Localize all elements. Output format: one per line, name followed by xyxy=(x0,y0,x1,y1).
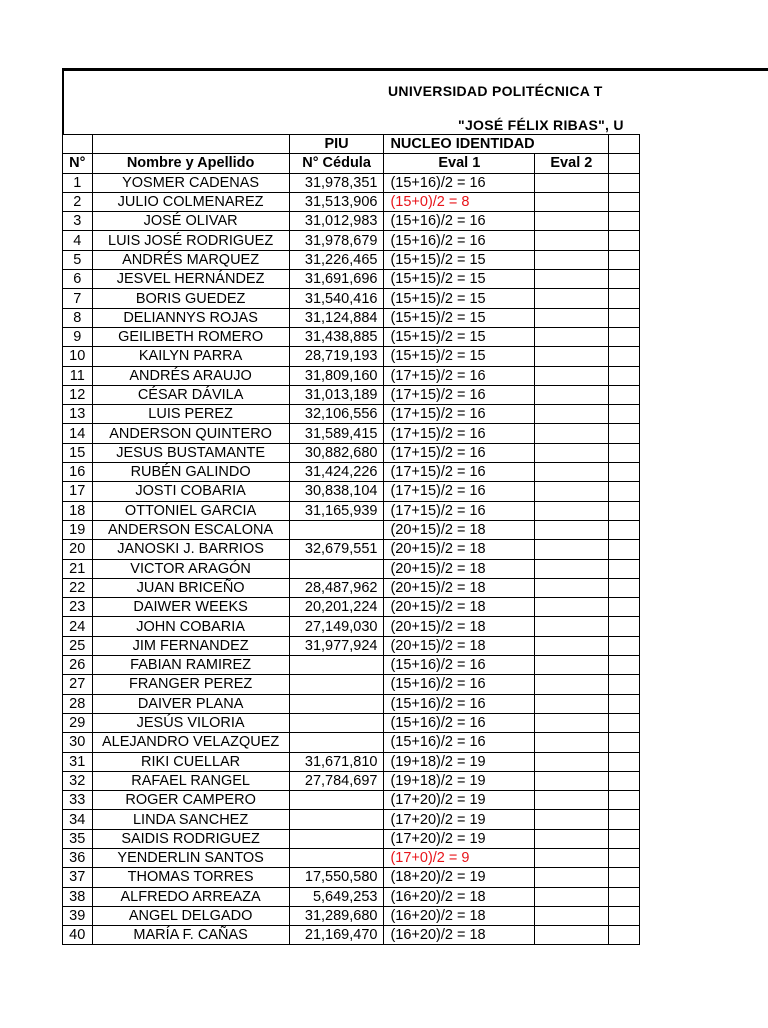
table-row xyxy=(63,829,640,848)
eval2-cell[interactable] xyxy=(535,424,608,443)
eval1-cell[interactable]: (20+15)/2 = 18 xyxy=(384,520,535,539)
row-num-cell[interactable]: 33 xyxy=(63,791,93,810)
cedula-cell[interactable] xyxy=(289,675,384,694)
student-name-cell[interactable]: ANDRÉS ARAUJO xyxy=(92,366,289,385)
student-name-cell[interactable]: DAIVER PLANA xyxy=(92,694,289,713)
student-name-cell[interactable]: MARÍA F. CAÑAS xyxy=(92,926,289,945)
eval1-cell[interactable]: (20+15)/2 = 18 xyxy=(384,559,535,578)
row-num-cell[interactable]: 15 xyxy=(63,443,93,462)
row-num-cell[interactable]: 19 xyxy=(63,520,93,539)
eval2-cell[interactable] xyxy=(535,501,608,520)
student-name-cell[interactable]: RIKI CUELLAR xyxy=(92,752,289,771)
blank-cell[interactable] xyxy=(608,906,639,925)
row-num-cell[interactable]: 32 xyxy=(63,771,93,790)
eval2-cell[interactable] xyxy=(535,308,608,327)
cedula-cell[interactable]: 31,978,351 xyxy=(289,173,384,192)
section-row xyxy=(63,135,640,154)
table-row xyxy=(63,443,640,462)
eval2-cell[interactable] xyxy=(535,675,608,694)
student-name-cell[interactable]: VICTOR ARAGÓN xyxy=(92,559,289,578)
table-row xyxy=(63,424,640,443)
row-num-cell[interactable]: 7 xyxy=(63,289,93,308)
cedula-cell[interactable]: 17,550,580 xyxy=(289,868,384,887)
student-name-cell[interactable]: CÉSAR DÁVILA xyxy=(92,385,289,404)
cedula-cell[interactable]: 31,124,884 xyxy=(289,308,384,327)
blank-cell[interactable] xyxy=(608,385,639,404)
row-num-cell[interactable]: 35 xyxy=(63,829,93,848)
blank-cell[interactable] xyxy=(63,135,93,154)
eval2-cell[interactable] xyxy=(535,906,608,925)
blank-cell[interactable] xyxy=(608,887,639,906)
cedula-cell[interactable]: 31,977,924 xyxy=(289,636,384,655)
col-header-eval2[interactable]: Eval 2 xyxy=(535,154,608,173)
student-name-cell[interactable]: JIM FERNANDEZ xyxy=(92,636,289,655)
cedula-cell[interactable]: 31,671,810 xyxy=(289,752,384,771)
table-row xyxy=(63,906,640,925)
eval1-cell[interactable]: (19+18)/2 = 19 xyxy=(384,752,535,771)
cedula-cell[interactable]: 31,012,983 xyxy=(289,212,384,231)
eval1-cell[interactable]: (15+15)/2 = 15 xyxy=(384,250,535,269)
blank-cell[interactable] xyxy=(608,443,639,462)
table-row xyxy=(63,713,640,732)
row-num-cell[interactable]: 5 xyxy=(63,250,93,269)
table-row xyxy=(63,771,640,790)
eval1-cell[interactable]: (20+15)/2 = 18 xyxy=(384,598,535,617)
student-name-cell[interactable]: ANDRÉS MARQUEZ xyxy=(92,250,289,269)
row-num-cell[interactable]: 22 xyxy=(63,578,93,597)
blank-cell[interactable] xyxy=(608,212,639,231)
eval2-cell[interactable] xyxy=(535,791,608,810)
cedula-cell[interactable] xyxy=(289,733,384,752)
table-row xyxy=(63,289,640,308)
student-name-cell[interactable]: LUIS JOSÉ RODRIGUEZ xyxy=(92,231,289,250)
cedula-cell[interactable]: 31,691,696 xyxy=(289,270,384,289)
eval1-cell[interactable]: (15+0)/2 = 8 xyxy=(384,192,535,211)
blank-cell[interactable] xyxy=(608,520,639,539)
eval1-cell[interactable]: (17+15)/2 = 16 xyxy=(384,385,535,404)
eval1-cell[interactable]: (17+20)/2 = 19 xyxy=(384,791,535,810)
student-name-cell[interactable]: THOMAS TORRES xyxy=(92,868,289,887)
eval2-cell[interactable] xyxy=(535,212,608,231)
eval1-cell[interactable]: (16+20)/2 = 18 xyxy=(384,906,535,925)
table-row xyxy=(63,501,640,520)
blank-cell[interactable] xyxy=(608,713,639,732)
row-num-cell[interactable]: 40 xyxy=(63,926,93,945)
eval2-cell[interactable] xyxy=(535,192,608,211)
cedula-cell[interactable]: 21,169,470 xyxy=(289,926,384,945)
eval2-cell[interactable] xyxy=(535,173,608,192)
table-row xyxy=(63,366,640,385)
row-num-cell[interactable]: 28 xyxy=(63,694,93,713)
table-row xyxy=(63,327,640,346)
row-num-cell[interactable]: 36 xyxy=(63,848,93,867)
table-row xyxy=(63,347,640,366)
student-name-cell[interactable]: OTTONIEL GARCIA xyxy=(92,501,289,520)
cedula-cell[interactable]: 31,809,160 xyxy=(289,366,384,385)
eval1-cell[interactable]: (15+15)/2 = 15 xyxy=(384,289,535,308)
row-num-cell[interactable]: 9 xyxy=(63,327,93,346)
eval1-cell[interactable]: (16+20)/2 = 18 xyxy=(384,926,535,945)
eval1-cell[interactable]: (19+18)/2 = 19 xyxy=(384,771,535,790)
eval1-cell[interactable]: (15+15)/2 = 15 xyxy=(384,327,535,346)
table-row xyxy=(63,212,640,231)
blank-cell[interactable] xyxy=(608,694,639,713)
cedula-cell[interactable] xyxy=(289,810,384,829)
blank-cell[interactable] xyxy=(92,135,289,154)
row-num-cell[interactable]: 2 xyxy=(63,192,93,211)
table-row xyxy=(63,617,640,636)
cedula-cell[interactable]: 28,487,962 xyxy=(289,578,384,597)
student-name-cell[interactable]: BORIS GUEDEZ xyxy=(92,289,289,308)
eval1-cell[interactable]: (15+16)/2 = 16 xyxy=(384,694,535,713)
row-num-cell[interactable]: 24 xyxy=(63,617,93,636)
table-row xyxy=(63,887,640,906)
eval2-cell[interactable] xyxy=(535,598,608,617)
table-row xyxy=(63,520,640,539)
eval2-cell[interactable] xyxy=(535,540,608,559)
eval1-cell[interactable]: (17+15)/2 = 16 xyxy=(384,424,535,443)
student-name-cell[interactable]: YENDERLIN SANTOS xyxy=(92,848,289,867)
eval2-cell[interactable] xyxy=(535,656,608,675)
row-num-cell[interactable]: 4 xyxy=(63,231,93,250)
eval1-cell[interactable]: (15+16)/2 = 16 xyxy=(384,173,535,192)
blank-cell[interactable] xyxy=(608,366,639,385)
student-name-cell[interactable]: KAILYN PARRA xyxy=(92,347,289,366)
eval1-cell[interactable]: (18+20)/2 = 19 xyxy=(384,868,535,887)
cedula-cell[interactable]: 31,289,680 xyxy=(289,906,384,925)
institution-subtitle: "JOSÉ FÉLIX RIBAS", U xyxy=(458,117,624,133)
row-num-cell[interactable]: 34 xyxy=(63,810,93,829)
student-name-cell[interactable]: ANDERSON ESCALONA xyxy=(92,520,289,539)
blank-cell[interactable] xyxy=(608,559,639,578)
eval2-cell[interactable] xyxy=(535,810,608,829)
student-name-cell[interactable]: RAFAEL RANGEL xyxy=(92,771,289,790)
eval1-cell[interactable]: (17+15)/2 = 16 xyxy=(384,405,535,424)
eval1-cell[interactable]: (15+15)/2 = 15 xyxy=(384,347,535,366)
eval1-cell[interactable]: (15+16)/2 = 16 xyxy=(384,713,535,732)
nucleo-label[interactable]: NUCLEO IDENTIDAD xyxy=(384,135,535,154)
row-num-cell[interactable]: 29 xyxy=(63,713,93,732)
grades-table xyxy=(62,134,640,945)
table-row xyxy=(63,810,640,829)
blank-cell[interactable] xyxy=(608,250,639,269)
row-num-cell[interactable]: 31 xyxy=(63,752,93,771)
col-header-num[interactable]: N° xyxy=(63,154,93,173)
row-num-cell[interactable]: 10 xyxy=(63,347,93,366)
eval2-cell[interactable] xyxy=(535,848,608,867)
blank-cell[interactable] xyxy=(608,308,639,327)
cedula-cell[interactable]: 31,513,906 xyxy=(289,192,384,211)
eval1-cell[interactable]: (20+15)/2 = 18 xyxy=(384,636,535,655)
eval1-cell[interactable]: (20+15)/2 = 18 xyxy=(384,617,535,636)
eval2-cell[interactable] xyxy=(535,250,608,269)
table-row xyxy=(63,308,640,327)
eval2-cell[interactable] xyxy=(535,327,608,346)
cedula-cell[interactable] xyxy=(289,829,384,848)
student-name-cell[interactable]: RUBÉN GALINDO xyxy=(92,463,289,482)
eval2-cell[interactable] xyxy=(535,347,608,366)
cedula-cell[interactable]: 31,978,679 xyxy=(289,231,384,250)
row-num-cell[interactable]: 37 xyxy=(63,868,93,887)
table-row xyxy=(63,694,640,713)
eval1-cell[interactable]: (15+16)/2 = 16 xyxy=(384,675,535,694)
eval1-cell[interactable]: (15+16)/2 = 16 xyxy=(384,212,535,231)
table-row xyxy=(63,405,640,424)
table-row xyxy=(63,270,640,289)
eval2-cell[interactable] xyxy=(535,713,608,732)
cedula-cell[interactable] xyxy=(289,694,384,713)
eval2-cell[interactable] xyxy=(535,366,608,385)
row-num-cell[interactable]: 14 xyxy=(63,424,93,443)
eval2-cell[interactable] xyxy=(535,405,608,424)
eval2-cell[interactable] xyxy=(535,270,608,289)
student-name-cell[interactable]: JULIO COLMENAREZ xyxy=(92,192,289,211)
blank-cell[interactable] xyxy=(608,791,639,810)
table-row xyxy=(63,482,640,501)
table-row xyxy=(63,868,640,887)
blank-cell[interactable] xyxy=(608,501,639,520)
cedula-cell[interactable]: 30,838,104 xyxy=(289,482,384,501)
blank-cell[interactable] xyxy=(608,848,639,867)
eval1-cell[interactable]: (15+16)/2 = 16 xyxy=(384,656,535,675)
eval1-cell[interactable]: (17+15)/2 = 16 xyxy=(384,482,535,501)
blank-cell[interactable] xyxy=(608,578,639,597)
table-row xyxy=(63,791,640,810)
blank-cell[interactable] xyxy=(608,617,639,636)
blank-cell[interactable] xyxy=(608,829,639,848)
eval1-cell[interactable]: (17+15)/2 = 16 xyxy=(384,463,535,482)
cedula-cell[interactable]: 30,882,680 xyxy=(289,443,384,462)
blank-cell[interactable] xyxy=(608,135,639,154)
student-name-cell[interactable]: JESVEL HERNÁNDEZ xyxy=(92,270,289,289)
table-row xyxy=(63,578,640,597)
eval1-cell[interactable]: (15+15)/2 = 15 xyxy=(384,270,535,289)
student-name-cell[interactable]: SAIDIS RODRIGUEZ xyxy=(92,829,289,848)
eval1-cell[interactable]: (17+15)/2 = 16 xyxy=(384,443,535,462)
row-num-cell[interactable]: 30 xyxy=(63,733,93,752)
student-name-cell[interactable]: JUAN BRICEÑO xyxy=(92,578,289,597)
blank-cell[interactable] xyxy=(608,733,639,752)
eval2-cell[interactable] xyxy=(535,463,608,482)
piu-label[interactable]: PIU xyxy=(289,135,384,154)
blank-cell[interactable] xyxy=(608,463,639,482)
cedula-cell[interactable]: 27,149,030 xyxy=(289,617,384,636)
cedula-cell[interactable]: 31,424,226 xyxy=(289,463,384,482)
cedula-cell[interactable] xyxy=(289,520,384,539)
student-name-cell[interactable]: FRANGER PEREZ xyxy=(92,675,289,694)
eval2-cell[interactable] xyxy=(535,559,608,578)
row-num-cell[interactable]: 18 xyxy=(63,501,93,520)
row-num-cell[interactable]: 39 xyxy=(63,906,93,925)
cedula-cell[interactable]: 31,589,415 xyxy=(289,424,384,443)
eval1-cell[interactable]: (20+15)/2 = 18 xyxy=(384,540,535,559)
table-row xyxy=(63,848,640,867)
table-row xyxy=(63,926,640,945)
eval2-cell[interactable] xyxy=(535,829,608,848)
cedula-cell[interactable]: 31,540,416 xyxy=(289,289,384,308)
eval2-cell[interactable] xyxy=(535,868,608,887)
table-row xyxy=(63,250,640,269)
eval1-cell[interactable]: (17+20)/2 = 19 xyxy=(384,829,535,848)
blank-cell[interactable] xyxy=(608,405,639,424)
blank-cell[interactable] xyxy=(608,636,639,655)
row-num-cell[interactable]: 25 xyxy=(63,636,93,655)
eval1-cell[interactable]: (17+15)/2 = 16 xyxy=(384,366,535,385)
row-num-cell[interactable]: 11 xyxy=(63,366,93,385)
eval2-cell[interactable] xyxy=(535,385,608,404)
col-header-cedula[interactable]: N° Cédula xyxy=(289,154,384,173)
student-name-cell[interactable]: JOHN COBARIA xyxy=(92,617,289,636)
cedula-cell[interactable] xyxy=(289,656,384,675)
cedula-cell[interactable] xyxy=(289,559,384,578)
student-name-cell[interactable]: JESÚS VILORIA xyxy=(92,713,289,732)
eval1-cell[interactable]: (17+0)/2 = 9 xyxy=(384,848,535,867)
student-name-cell[interactable]: ROGER CAMPERO xyxy=(92,791,289,810)
eval2-cell[interactable] xyxy=(535,482,608,501)
eval2-cell[interactable] xyxy=(535,887,608,906)
student-name-cell[interactable]: JANOSKI J. BARRIOS xyxy=(92,540,289,559)
blank-cell[interactable] xyxy=(608,752,639,771)
blank-cell[interactable] xyxy=(608,154,639,173)
student-name-cell[interactable]: JESUS BUSTAMANTE xyxy=(92,443,289,462)
cedula-cell[interactable] xyxy=(289,713,384,732)
blank-cell[interactable] xyxy=(608,771,639,790)
table-row xyxy=(63,656,640,675)
row-num-cell[interactable]: 23 xyxy=(63,598,93,617)
eval1-cell[interactable]: (17+15)/2 = 16 xyxy=(384,501,535,520)
blank-cell[interactable] xyxy=(608,231,639,250)
row-num-cell[interactable]: 1 xyxy=(63,173,93,192)
blank-cell[interactable] xyxy=(608,926,639,945)
blank-cell[interactable] xyxy=(608,289,639,308)
blank-cell[interactable] xyxy=(535,135,608,154)
blank-cell[interactable] xyxy=(608,482,639,501)
table-row xyxy=(63,636,640,655)
table-viewport xyxy=(62,68,640,1028)
eval2-cell[interactable] xyxy=(535,694,608,713)
col-header-eval1[interactable]: Eval 1 xyxy=(384,154,535,173)
eval2-cell[interactable] xyxy=(535,926,608,945)
student-name-cell[interactable]: JOSÉ OLIVAR xyxy=(92,212,289,231)
eval1-cell[interactable]: (15+15)/2 = 15 xyxy=(384,308,535,327)
blank-cell[interactable] xyxy=(608,270,639,289)
table-row xyxy=(63,463,640,482)
eval1-cell[interactable]: (15+16)/2 = 16 xyxy=(384,733,535,752)
cedula-cell[interactable]: 31,438,885 xyxy=(289,327,384,346)
student-name-cell[interactable]: DAIWER WEEKS xyxy=(92,598,289,617)
row-num-cell[interactable]: 27 xyxy=(63,675,93,694)
eval2-cell[interactable] xyxy=(535,771,608,790)
cedula-cell[interactable]: 32,679,551 xyxy=(289,540,384,559)
cedula-cell[interactable] xyxy=(289,848,384,867)
student-name-cell[interactable]: FABIAN RAMIREZ xyxy=(92,656,289,675)
eval2-cell[interactable] xyxy=(535,636,608,655)
row-num-cell[interactable]: 21 xyxy=(63,559,93,578)
row-num-cell[interactable]: 38 xyxy=(63,887,93,906)
cedula-cell[interactable]: 5,649,253 xyxy=(289,887,384,906)
cedula-cell[interactable]: 31,165,939 xyxy=(289,501,384,520)
eval2-cell[interactable] xyxy=(535,289,608,308)
eval2-cell[interactable] xyxy=(535,578,608,597)
student-name-cell[interactable]: JOSTI COBARIA xyxy=(92,482,289,501)
cedula-cell[interactable]: 28,719,193 xyxy=(289,347,384,366)
eval2-cell[interactable] xyxy=(535,231,608,250)
column-header-row xyxy=(63,154,640,173)
eval2-cell[interactable] xyxy=(535,617,608,636)
table-row xyxy=(63,675,640,694)
eval2-cell[interactable] xyxy=(535,733,608,752)
eval2-cell[interactable] xyxy=(535,520,608,539)
blank-cell[interactable] xyxy=(608,347,639,366)
eval1-cell[interactable]: (15+16)/2 = 16 xyxy=(384,231,535,250)
cedula-cell[interactable]: 31,226,465 xyxy=(289,250,384,269)
row-num-cell[interactable]: 12 xyxy=(63,385,93,404)
eval1-cell[interactable]: (20+15)/2 = 18 xyxy=(384,578,535,597)
eval2-cell[interactable] xyxy=(535,752,608,771)
table-row xyxy=(63,733,640,752)
table-row xyxy=(63,231,640,250)
university-title: UNIVERSIDAD POLITÉCNICA T xyxy=(388,83,603,99)
blank-cell[interactable] xyxy=(608,540,639,559)
blank-cell[interactable] xyxy=(608,656,639,675)
table-row xyxy=(63,192,640,211)
row-num-cell[interactable]: 17 xyxy=(63,482,93,501)
blank-cell[interactable] xyxy=(608,598,639,617)
eval1-cell[interactable]: (17+20)/2 = 19 xyxy=(384,810,535,829)
student-name-cell[interactable]: ANGEL DELGADO xyxy=(92,906,289,925)
student-name-cell[interactable]: LUIS PEREZ xyxy=(92,405,289,424)
student-name-cell[interactable]: ALEJANDRO VELAZQUEZ xyxy=(92,733,289,752)
cedula-cell[interactable] xyxy=(289,791,384,810)
student-name-cell[interactable]: YOSMER CADENAS xyxy=(92,173,289,192)
cedula-cell[interactable]: 31,013,189 xyxy=(289,385,384,404)
table-row xyxy=(63,598,640,617)
eval2-cell[interactable] xyxy=(535,443,608,462)
eval1-cell[interactable]: (16+20)/2 = 18 xyxy=(384,887,535,906)
student-name-cell[interactable]: ALFREDO ARREAZA xyxy=(92,887,289,906)
cedula-cell[interactable]: 27,784,697 xyxy=(289,771,384,790)
blank-cell[interactable] xyxy=(608,173,639,192)
student-name-cell[interactable]: LINDA SANCHEZ xyxy=(92,810,289,829)
table-row xyxy=(63,540,640,559)
cedula-cell[interactable]: 32,106,556 xyxy=(289,405,384,424)
row-num-cell[interactable]: 6 xyxy=(63,270,93,289)
student-name-cell[interactable]: GEILIBETH ROMERO xyxy=(92,327,289,346)
table-row xyxy=(63,752,640,771)
blank-cell[interactable] xyxy=(608,327,639,346)
student-name-cell[interactable]: ANDERSON QUINTERO xyxy=(92,424,289,443)
table-row xyxy=(63,173,640,192)
blank-cell[interactable] xyxy=(608,675,639,694)
blank-cell[interactable] xyxy=(608,192,639,211)
table-row xyxy=(63,559,640,578)
student-name-cell[interactable]: DELIANNYS ROJAS xyxy=(92,308,289,327)
blank-cell[interactable] xyxy=(608,424,639,443)
row-num-cell[interactable]: 20 xyxy=(63,540,93,559)
table-row xyxy=(63,385,640,404)
cedula-cell[interactable]: 20,201,224 xyxy=(289,598,384,617)
blank-cell[interactable] xyxy=(608,810,639,829)
row-num-cell[interactable]: 16 xyxy=(63,463,93,482)
row-num-cell[interactable]: 13 xyxy=(63,405,93,424)
blank-cell[interactable] xyxy=(608,868,639,887)
row-num-cell[interactable]: 26 xyxy=(63,656,93,675)
row-num-cell[interactable]: 8 xyxy=(63,308,93,327)
col-header-name[interactable]: Nombre y Apellido xyxy=(92,154,289,173)
row-num-cell[interactable]: 3 xyxy=(63,212,93,231)
